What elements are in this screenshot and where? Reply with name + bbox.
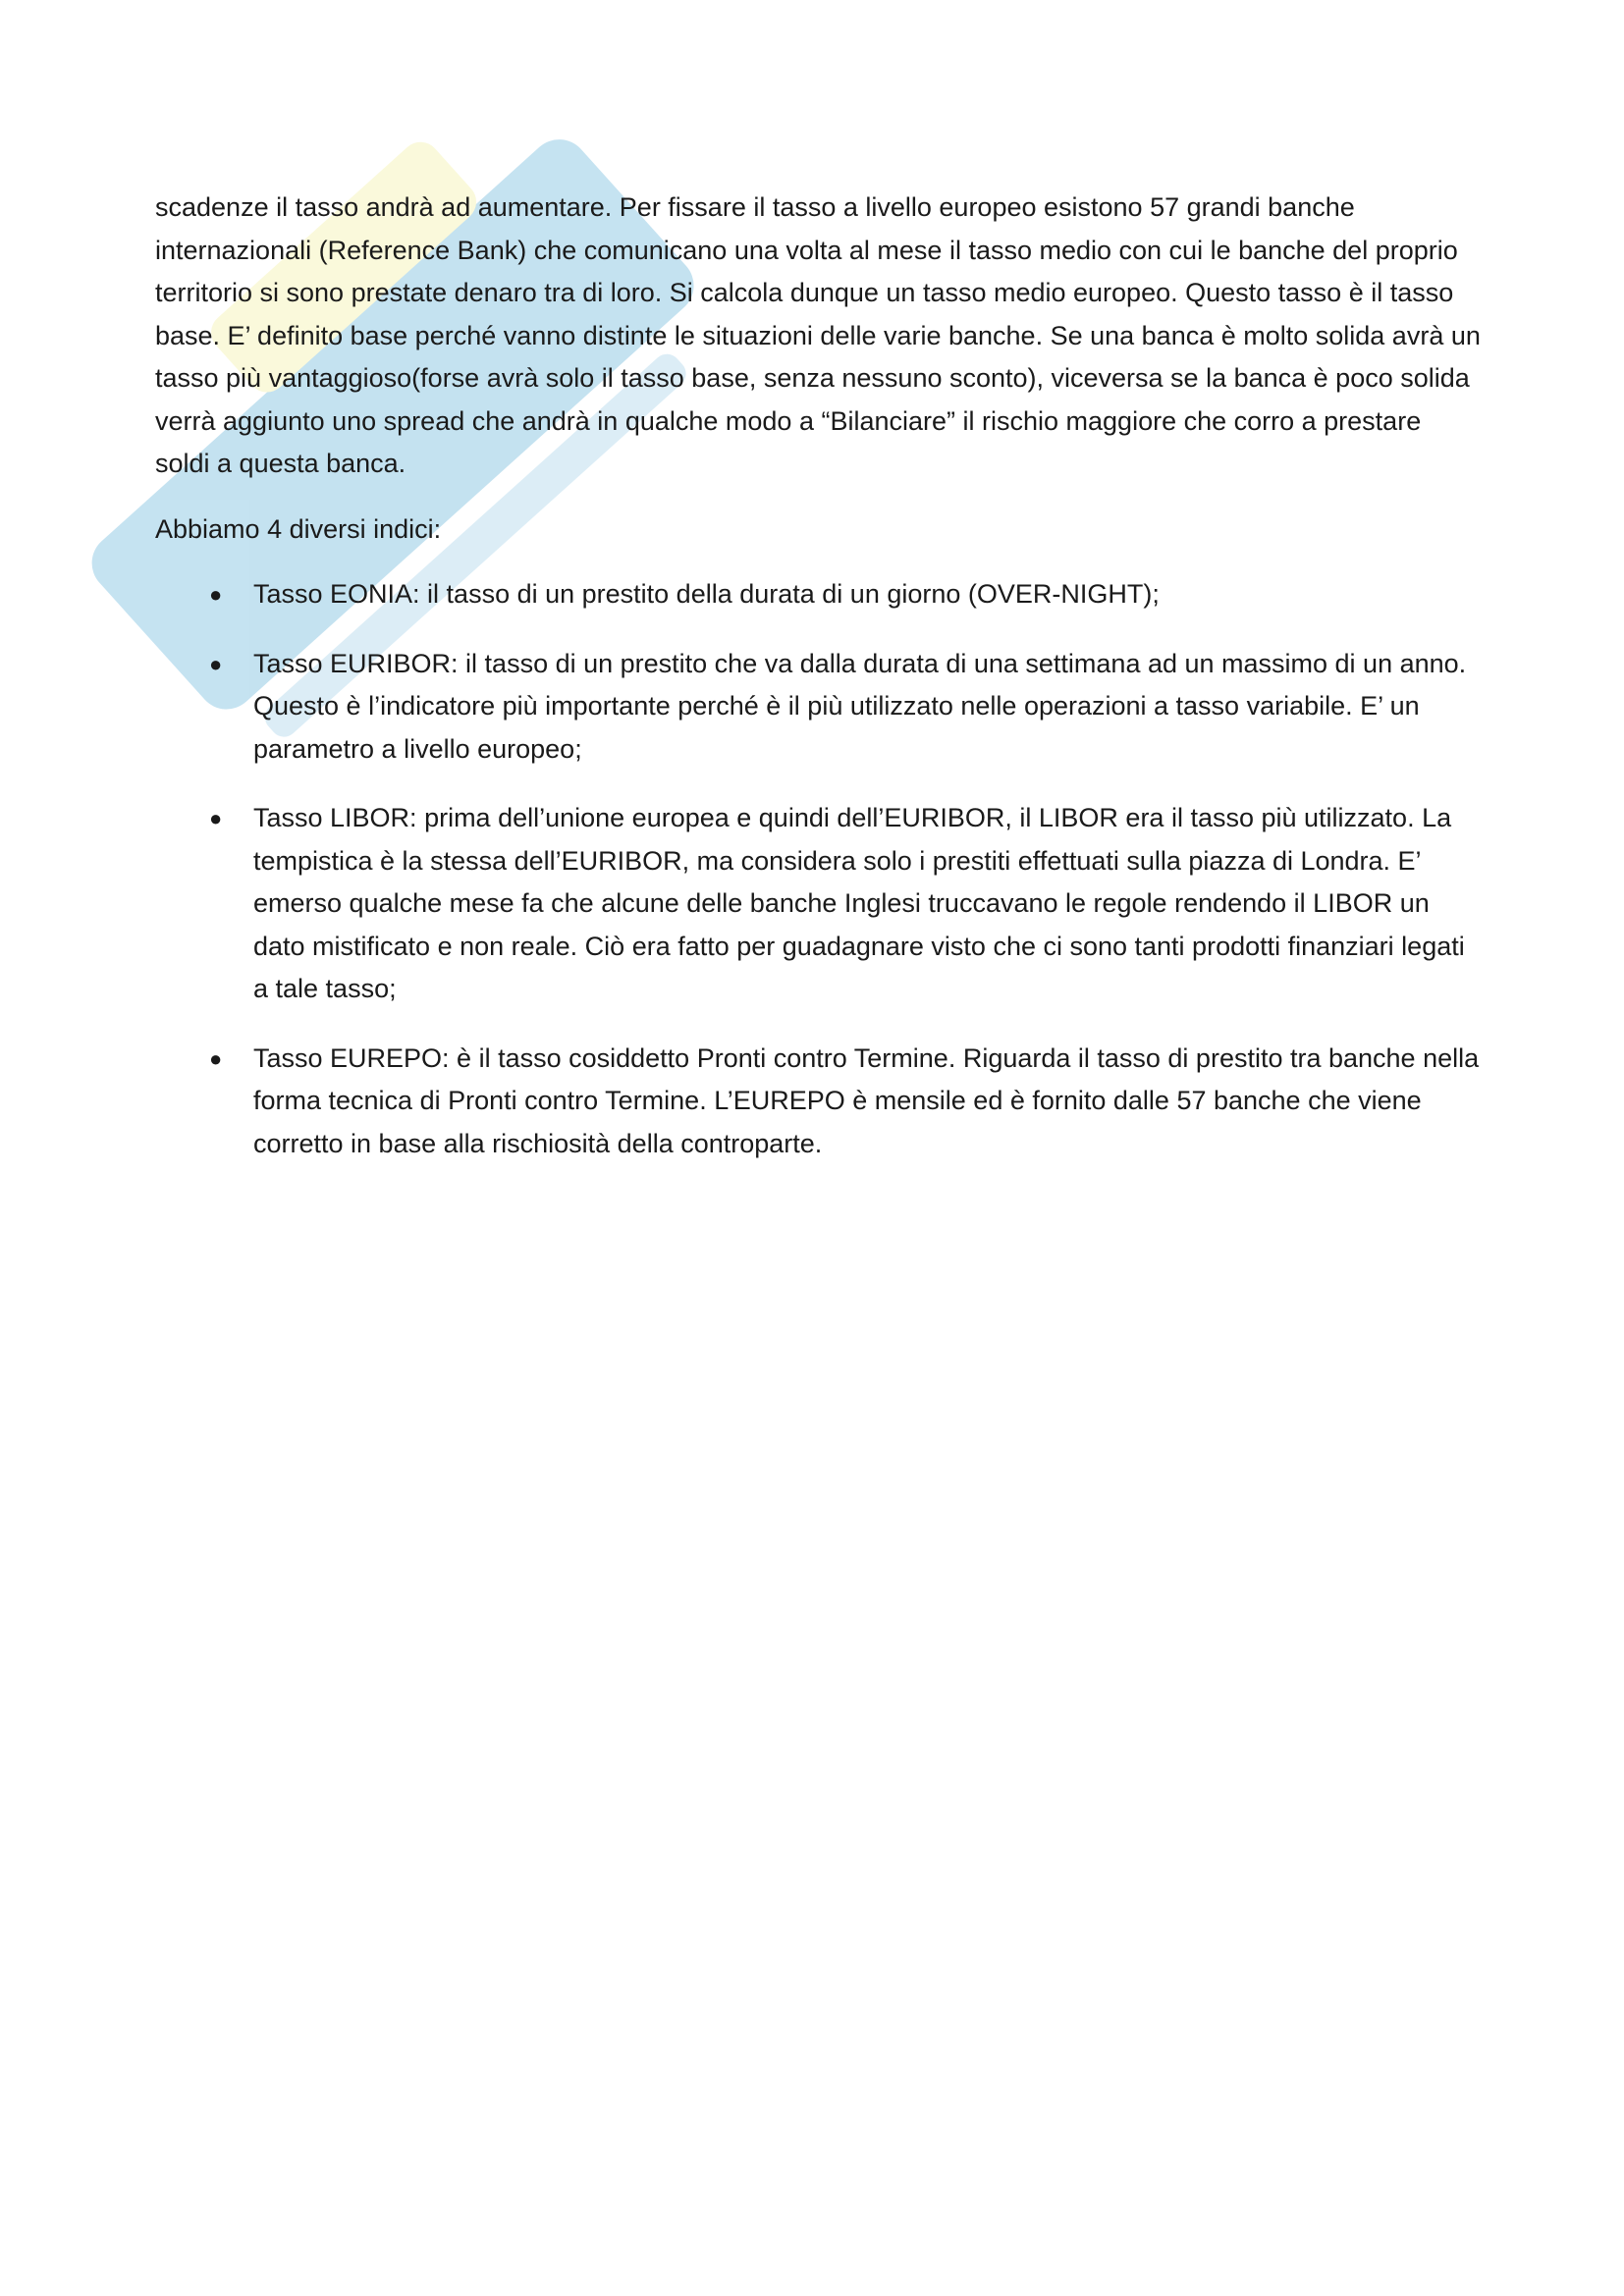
list-item-text: Tasso EONIA: il tasso di un prestito della durata di un giorno (OVER-NIGHT);	[253, 579, 1160, 609]
list-item-eonia	[155, 573, 1481, 616]
bullet-icon: ●	[209, 582, 223, 607]
list-item-text: Tasso EURIBOR: il tasso di un prestito che va dalla durata di una settimana ad un massimo di un anno. Questo è l’indicatore più importante perché è il più utilizzato nelle operazioni a tasso variabile. E’ un parametro a livello europeo;	[253, 648, 1467, 764]
bullet-icon: ●	[209, 1045, 223, 1071]
list-intro: Abbiamo 4 diversi indici:	[155, 513, 442, 544]
intro-paragraph: scadenze il tasso andrà ad aumentare. Per fissare il tasso a livello europeo esistono 57 grandi banche internazionali (Reference Bank) che comunicano una volta al mese il tasso medio con cui le banche del proprio territorio si sono prestate denaro tra di loro. Si calcola dunque un tasso medio europeo. Questo tasso è il tasso base. E’ definito base perché vanno distinte le situazioni delle varie banche. Se una banca è molto solida avrà un tasso più vantaggioso(forse avrà solo il tasso base, senza nessuno sconto), viceversa se la banca è poco solida verrà aggiunto uno spread che andrà in qualche modo a “Bilanciare” il rischio maggiore che corro a prestare soldi a questa banca.	[155, 192, 1481, 478]
bullet-icon: ●	[209, 806, 223, 830]
list-item-libor	[155, 797, 1481, 1011]
list-item-eurepo	[155, 1038, 1481, 1166]
document-body	[155, 187, 1481, 1192]
list-item-text: Tasso LIBOR: prima dell’unione europea e quindi dell’EURIBOR, il LIBOR era il tasso più utilizzato. La tempistica è la stessa dell’EURIBOR, ma considera solo i prestiti effettuati sulla piazza di Londra. E’ emerso qualche mese fa che alcune delle banche Inglesi truccavano le regole rendendo il LIBOR un dato mistificato e non reale. Ciò era fatto per guadagnare visto che ci sono tanti prodotti finanziari legati a tale tasso;	[253, 803, 1465, 1003]
indices-list	[155, 573, 1481, 1165]
bullet-icon: ●	[209, 651, 223, 676]
list-item-text: Tasso EUREPO: è il tasso cosiddetto Pronti contro Termine. Riguarda il tasso di prestito tra banche nella forma tecnica di Pronti contro Termine. L’EUREPO è mensile ed è fornito dalle 57 banche che viene corretto in base alla rischiosità della controparte.	[253, 1042, 1480, 1158]
list-item-euribor	[155, 643, 1481, 772]
